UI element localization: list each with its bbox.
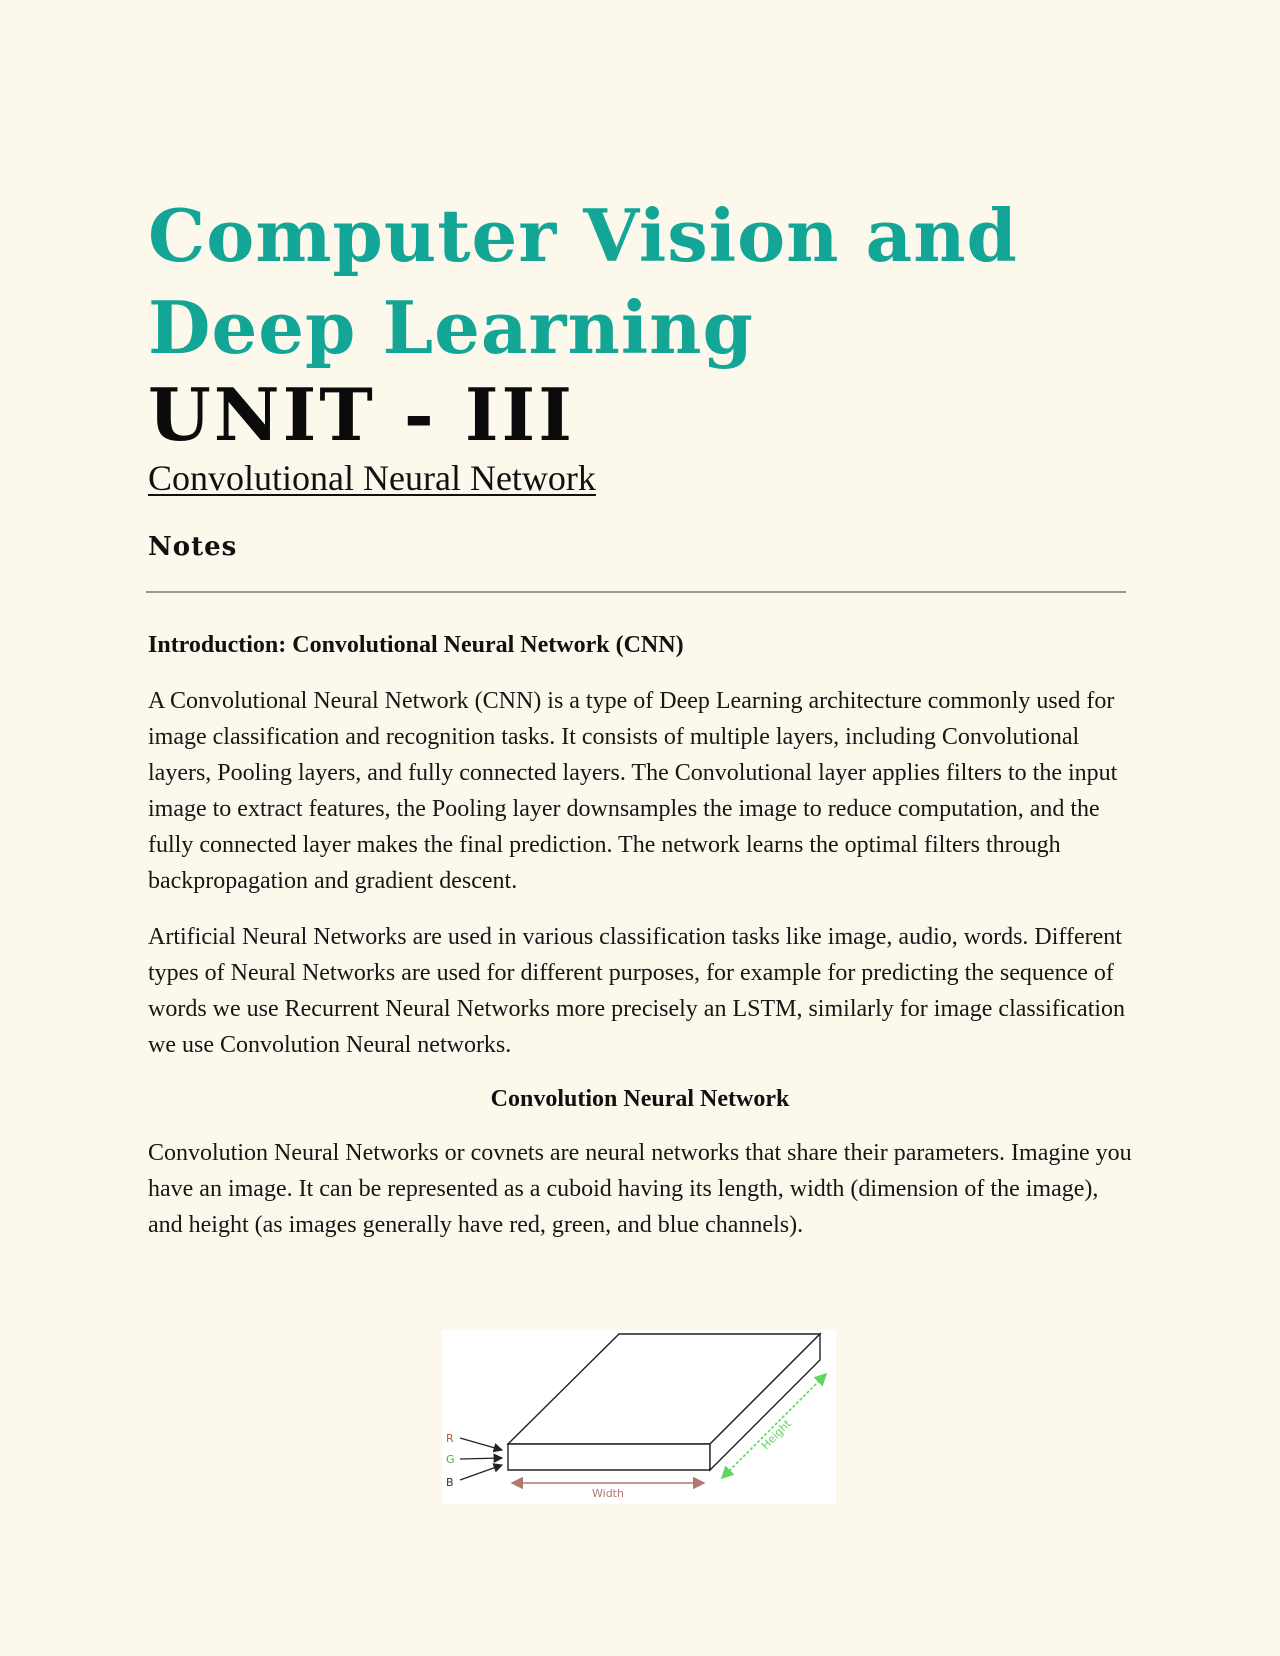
divider [146, 591, 1126, 593]
b-arrow [460, 1465, 502, 1480]
unit-heading: UNIT - III [148, 372, 575, 457]
ann-paragraph: Artificial Neural Networks are used in various classification tasks like image, audio, words. Different types of Neural Networks are used for different purposes, for example for predicting the sequence of words we use Recurrent Neural Networks more precisely an LSTM, similarly for image classification we use Convolution Neural networks. [148, 924, 1126, 1058]
g-arrow [460, 1458, 502, 1459]
cnn-paragraph: Convolution Neural Networks or covnets are neural networks that share their parameters. Imagine you have an image. It can be represented as a cuboid having its length, width (dimension of the image), and height (as images generally have red, green, and blue channels). [148, 1140, 1132, 1238]
height-label: Height [758, 1417, 794, 1453]
document-page [148, 190, 1132, 1243]
cuboid-front-face [508, 1444, 710, 1470]
r-arrow [460, 1438, 502, 1450]
width-label: Width [592, 1487, 624, 1500]
channel-g-label: G [446, 1453, 455, 1466]
notes-label: Notes [148, 532, 238, 562]
intro-heading: Introduction: Convolutional Neural Network (CNN) [148, 632, 684, 658]
document-title: Computer Vision and Deep Learning [148, 193, 1018, 370]
channel-b-label: B [446, 1476, 454, 1489]
topic-subtitle: Convolutional Neural Network [148, 458, 596, 498]
cnn-heading: Convolution Neural Network [490, 1086, 790, 1112]
channel-r-label: R [446, 1432, 454, 1445]
intro-paragraph: A Convolutional Neural Network (CNN) is a type of Deep Learning architecture commonly used for image classification and recognition tasks. It consists of multiple layers, including Convolutional layers, Pooling layers, and fully connected layers. The Convolutional layer applies filters to the input image to extract features, the Pooling layer downsamples the image to reduce computation, and the fully connected layer makes the final prediction. The network learns the optimal filters through backpropagation and gradient descent. [148, 688, 1118, 894]
cuboid-diagram [442, 1330, 836, 1504]
cuboid-image-figure [442, 1330, 836, 1504]
